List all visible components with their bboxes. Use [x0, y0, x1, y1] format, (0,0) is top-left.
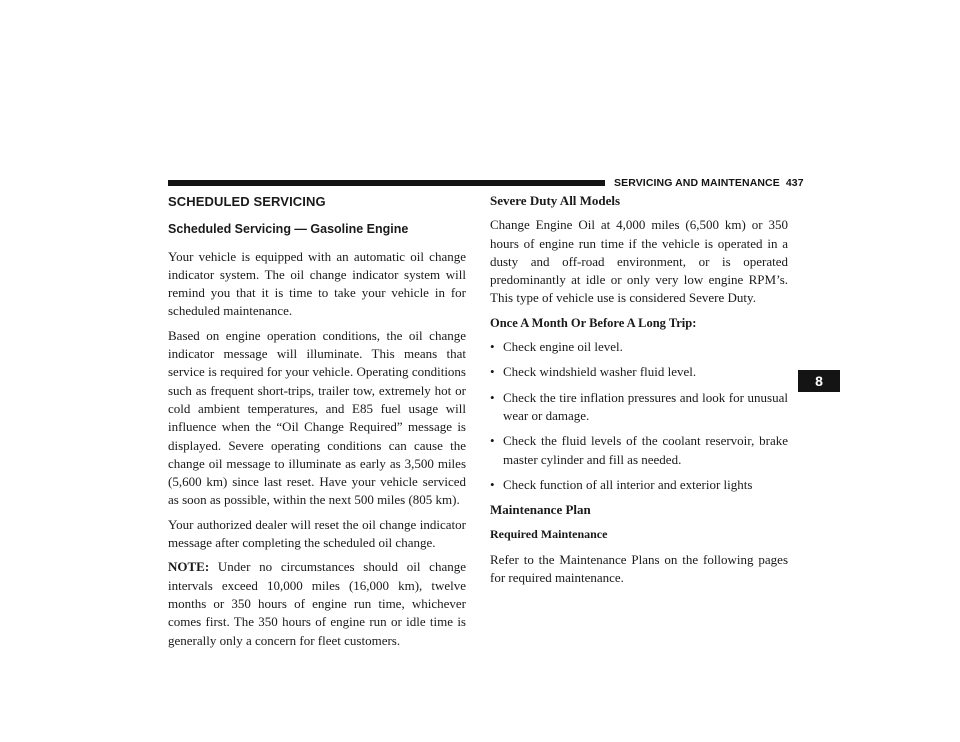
- list-item: • Check the fluid levels of the coolant reservoir, brake master cylinder and fill as needed.: [490, 433, 788, 467]
- paragraph-refer: Refer to the Maintenance Plans on the following pages for required maintenance.: [490, 551, 788, 586]
- header-rule: [168, 180, 605, 186]
- bullet-icon: •: [490, 389, 495, 405]
- running-header: [614, 177, 804, 189]
- list-item: • Check windshield washer fluid level.: [490, 363, 788, 381]
- chapter-tab: 8: [798, 370, 840, 392]
- paragraph-dealer-reset: Your authorized dealer will reset the oil change indicator message after completing the scheduled oil change.: [168, 516, 466, 551]
- required-maintenance-heading: Required Maintenance: [490, 527, 608, 542]
- note-paragraph: [168, 558, 466, 649]
- paragraph-oil-indicator: Your vehicle is equipped with an automatic oil change indicator system. The oil change indicator system will remind you that it is time to take your vehicle in for scheduled maintenance.: [168, 248, 466, 319]
- list-item: • Check the tire inflation pressures and look for unusual wear or damage.: [490, 389, 788, 423]
- bullet-icon: •: [490, 433, 495, 449]
- checklist: [490, 338, 788, 494]
- paragraph-operating-conditions: Based on engine operation conditions, the oil change indicator message will illuminate. This means that service is required for your vehicle. Operating conditions such as frequent short-trips, trailer tow, extremely hot or cold ambient temperatures, and E85 fuel usage will influence when the “Oil Change Required” message is displayed. Severe operating conditions can cause the change oil message to illuminate as early as 3,500 miles (5,600 km) since last reset. Have your vehicle serviced as soon as possible, within the next 500 miles (805 km).: [168, 327, 466, 508]
- monthly-check-heading: Once A Month Or Before A Long Trip:: [490, 315, 697, 330]
- note-label: NOTE:: [168, 559, 210, 575]
- section-title: SERVICING AND MAINTENANCE: [614, 177, 780, 189]
- bullet-icon: •: [490, 364, 495, 380]
- list-item: • Check function of all interior and exterior lights: [490, 476, 788, 494]
- subsection-heading: Scheduled Servicing — Gasoline Engine: [168, 222, 409, 237]
- left-column: [168, 190, 466, 656]
- right-column: [490, 190, 788, 593]
- page-number: 437: [785, 177, 804, 189]
- bullet-icon: •: [490, 476, 495, 492]
- paragraph-severe-duty: Change Engine Oil at 4,000 miles (6,500 km) or 350 hours of engine run time if the vehicle is operated in a dusty and off-road environment, or is operated predominantly at idle or only very low engine RPM’s. This type of vehicle use is considered Severe Duty.: [490, 217, 788, 306]
- severe-duty-heading: Severe Duty All Models: [490, 193, 621, 208]
- bullet-icon: •: [490, 339, 495, 355]
- note-text: Under no circumstances should oil change intervals exceed 10,000 miles (16,000 km), twelve months or 350 hours of engine run time, whichever comes first. The 350 hours of engine run or idle time is generally only a concern for fleet customers.: [168, 559, 466, 648]
- section-heading: SCHEDULED SERVICING: [168, 194, 326, 209]
- list-item: • Check engine oil level.: [490, 338, 788, 356]
- maintenance-plan-heading: Maintenance Plan: [490, 502, 591, 518]
